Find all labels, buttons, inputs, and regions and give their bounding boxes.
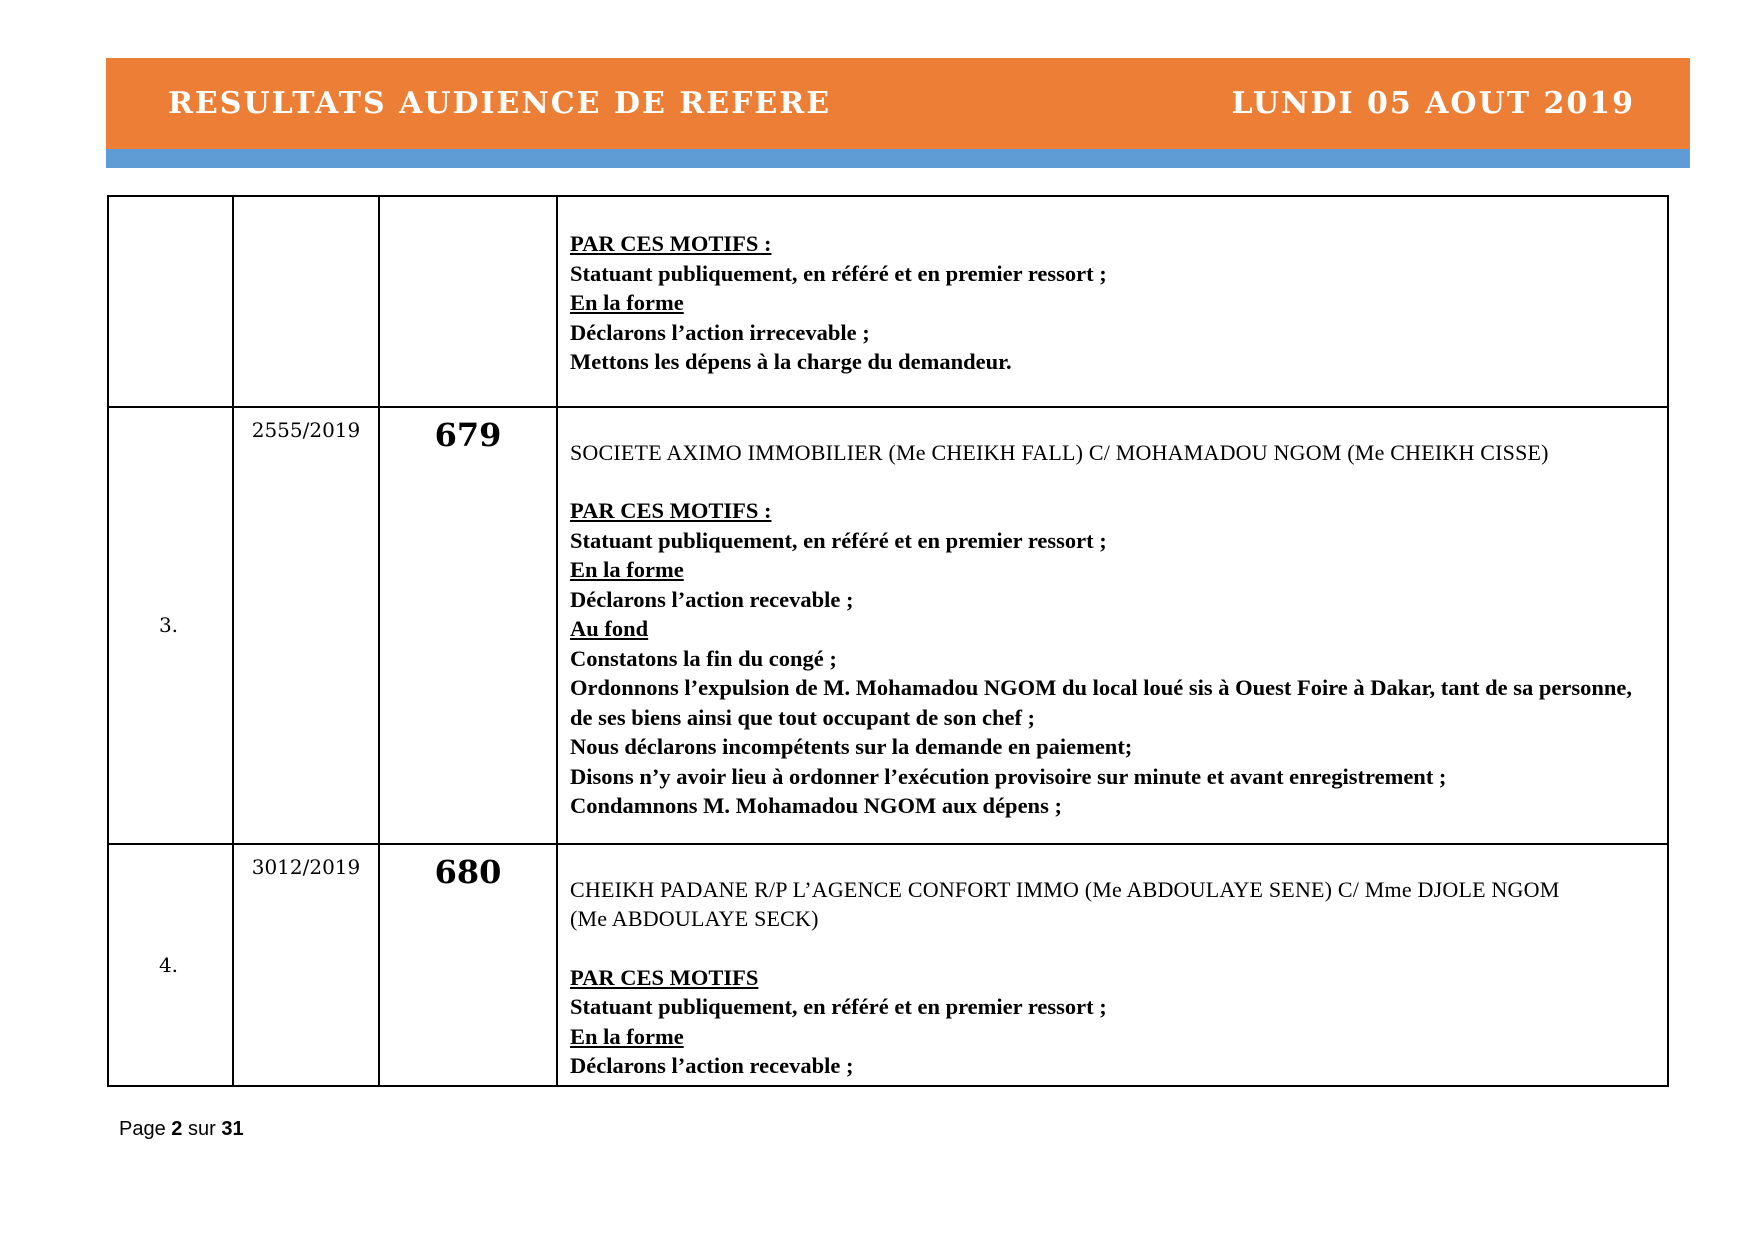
decision-line [570,259,1659,289]
decision-line [570,1051,1659,1081]
decision-text: Disons n’y avoir lieu à ordonner l’exécution provisoire sur minute et avant enregistrement ; [570,763,1447,789]
results-table [107,195,1669,1087]
decision-text: PAR CES MOTIFS : [570,231,772,256]
case-number: 3012/2019 [233,844,379,1086]
decision-line [570,318,1659,348]
order-number: 679 [379,407,557,844]
row-number: 4. [108,844,233,1086]
decision-text: PAR CES MOTIFS : [570,498,772,523]
decision-text: Constatons la fin du congé ; [570,645,837,671]
section-heading [570,963,1659,993]
case-number: 2555/2019 [233,407,379,844]
order-number: 680 [379,844,557,1086]
header-strip [106,149,1690,168]
page-number: 2 [171,1118,183,1140]
spacer [570,467,1659,496]
decision-line [570,644,1659,674]
case-number [233,196,379,407]
decision-line [570,732,1659,762]
decision-text: Statuant publiquement, en référé et en premier ressort ; [570,994,1107,1019]
decision-text: Condamnons M. Mohamadou NGOM aux dépens ; [570,793,1062,818]
decision-line [570,347,1659,377]
document-date: LUNDI 05 AOUT 2019 [1231,86,1635,121]
section-heading [570,1022,1659,1052]
section-heading [570,614,1659,644]
decision-text: Ordonnons l’expulsion de M. Mohamadou NGOM du local loué sis à Ouest Foire à Dakar, tant de sa personne, de ses biens ainsi que tout occupant de son chef ; [570,675,1632,730]
decision-text: En la forme [570,1023,684,1049]
decision-content [557,196,1668,407]
section-heading [570,288,1659,318]
decision-content [557,407,1668,844]
table-row [108,844,1668,1086]
spacer [570,934,1659,963]
decision-line [570,585,1659,615]
decision-content [557,844,1668,1086]
section-heading [570,555,1659,585]
parties-line: (Me ABDOULAYE SECK) [570,906,819,931]
total-pages: 31 [221,1118,244,1140]
decision-line [570,673,1659,732]
table-row [108,196,1668,407]
section-heading [570,229,1659,259]
row-number [108,196,233,407]
table-row [108,407,1668,844]
decision-text: Déclarons l’action recevable ; [570,586,854,612]
decision-text: Déclarons l’action irrecevable ; [570,319,870,345]
decision-text: Mettons les dépens à la charge du demandeur. [570,349,1012,374]
row-number: 3. [108,407,233,844]
decision-text: Statuant publiquement, en référé et en premier ressort ; [570,527,1107,553]
decision-line [570,526,1659,556]
parties-line: CHEIKH PADANE R/P L’AGENCE CONFORT IMMO (Me ABDOULAYE SENE) C/ Mme DJOLE NGOM [570,876,1560,902]
decision-text: Nous déclarons incompétents sur la demande en paiement; [570,734,1133,759]
document-title: RESULTATS AUDIENCE DE REFERE [168,86,832,121]
decision-line [570,992,1659,1022]
decision-text: PAR CES MOTIFS [570,964,759,990]
decision-line [570,762,1659,792]
order-number [379,196,557,407]
decision-text: En la forme [570,290,684,315]
decision-line [570,791,1659,821]
parties-line: SOCIETE AXIMO IMMOBILIER (Me CHEIKH FALL) C/ MOHAMADOU NGOM (Me CHEIKH CISSE) [570,439,1549,465]
decision-text: Au fond [570,616,649,641]
decision-text: Statuant publiquement, en référé et en premier ressort ; [570,260,1107,286]
page-label: Page [119,1118,166,1140]
decision-text: En la forme [570,557,684,582]
decision-text: Déclarons l’action recevable ; [570,1053,854,1078]
page-footer [119,1118,244,1141]
section-heading [570,496,1659,526]
of-label: sur [187,1118,216,1140]
